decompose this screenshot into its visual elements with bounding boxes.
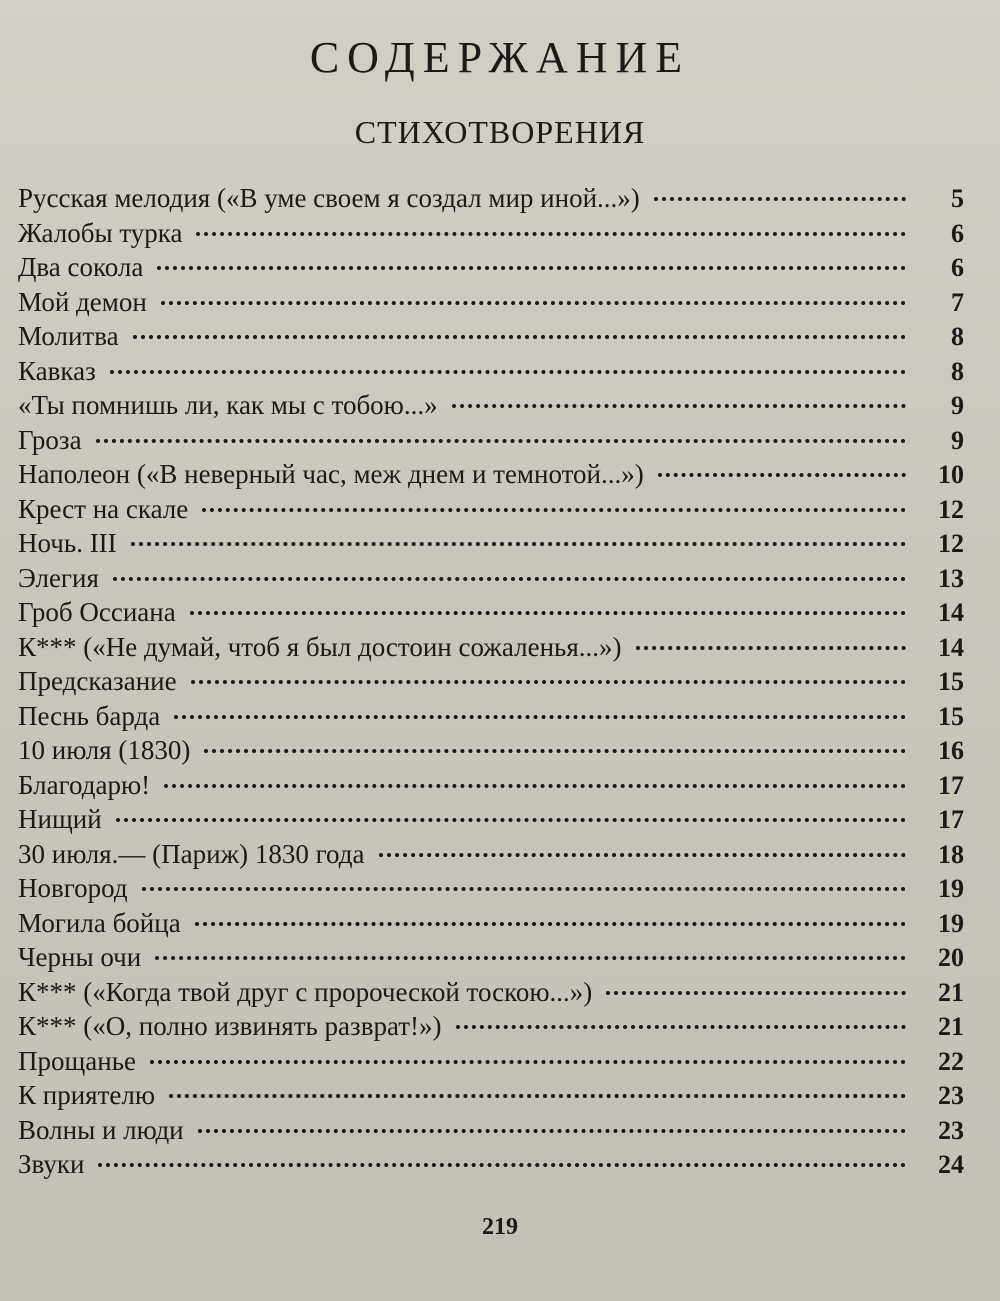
toc-entry-title: Песнь барда [18,700,161,731]
dot-leader [202,508,906,512]
toc-entry-page: 24 [938,1150,964,1179]
dot-leader [606,991,906,995]
toc-entry [0,356,1000,391]
toc-entry-page: 8 [951,322,964,351]
toc-entry-title: Молитва [18,321,119,351]
toc-entry-title: К приятелю [18,1080,156,1110]
toc-entry [0,942,1000,977]
dot-leader [164,784,906,788]
dot-leader [113,577,906,581]
toc-entry-page: 6 [951,253,964,282]
toc-entry [0,839,1000,874]
toc-entry [0,252,1000,287]
toc-entry-page: 23 [938,1081,964,1110]
dot-leader [110,370,906,374]
toc-entry-page: 21 [938,1012,964,1041]
toc-entry-page: 23 [938,1115,964,1145]
toc-entry-title: Могила бойца [18,907,181,938]
toc-entry-title: Прощанье [18,1045,137,1076]
dot-leader [196,232,906,236]
toc-entry-title: Благодарю! [18,769,151,800]
toc-entry [0,701,1000,736]
toc-entry [0,425,1000,460]
toc-entry-page: 20 [938,943,964,972]
dot-leader [133,335,906,339]
toc-entry-title: Два сокола [18,252,144,282]
table-of-contents [0,183,1000,1184]
toc-entry [0,390,1000,425]
dot-leader [456,1025,906,1029]
toc-entry-page: 12 [938,529,964,558]
dot-leader [195,922,906,926]
dot-leader [96,439,906,443]
toc-entry-title: Жалобы турка [18,217,183,248]
toc-entry-title: Ночь. III [18,528,117,558]
toc-entry [0,528,1000,563]
toc-entry-page: 9 [951,425,964,455]
dot-leader [174,715,906,719]
toc-entry [0,735,1000,770]
page-number: 219 [482,1214,518,1240]
dot-leader [654,197,906,201]
toc-entry [0,1046,1000,1081]
toc-entry-title: К*** («О, полно извинять разврат!») [18,1011,442,1041]
dot-leader [379,853,906,857]
toc-entry [0,666,1000,701]
dot-leader [191,680,906,684]
dot-leader [169,1094,906,1098]
toc-entry-page: 14 [938,598,964,627]
toc-entry [0,1115,1000,1150]
toc-entry-page: 9 [951,391,964,420]
dot-leader [116,818,906,822]
dot-leader [150,1060,906,1064]
toc-entry [0,563,1000,598]
dot-leader [157,266,906,270]
toc-entry-page: 19 [938,908,964,938]
toc-entry-page: 14 [938,632,964,662]
toc-entry [0,1011,1000,1046]
toc-entry [0,632,1000,667]
toc-entry [0,1149,1000,1184]
dot-leader [161,301,906,305]
toc-entry-title: Мой демон [18,286,147,317]
toc-entry [0,1080,1000,1115]
toc-entry-page: 16 [938,736,964,765]
toc-entry-page: 5 [951,184,964,213]
toc-entry-title: Черны очи [18,942,142,972]
toc-entry-page: 17 [938,770,964,800]
toc-entry-title: Элегия [18,562,99,593]
toc-entry-page: 12 [938,494,964,524]
toc-entry-page: 13 [938,563,964,593]
dot-leader [452,404,906,408]
toc-entry-page: 22 [938,1046,964,1076]
toc-entry [0,597,1000,632]
toc-entry-title: К*** («Когда твой друг с пророческой тоскою...») [18,976,593,1007]
dot-leader [204,749,906,753]
toc-entry-title: Предсказание [18,666,177,696]
dot-leader [198,1129,906,1133]
toc-entry-title: Крест на скале [18,493,189,524]
toc-entry-title: 30 июля.— (Париж) 1830 года [18,838,365,869]
toc-entry-title: Нищий [18,804,102,834]
toc-entry [0,287,1000,322]
toc-entry-page: 21 [938,977,964,1007]
toc-entry [0,321,1000,356]
dot-leader [658,473,906,477]
dot-leader [142,887,906,891]
toc-entry-title: Кавказ [18,355,96,386]
toc-entry-page: 6 [951,218,964,248]
section-title: СТИХОТВОРЕНИЯ [354,114,646,150]
toc-entry [0,977,1000,1012]
toc-entry [0,183,1000,218]
dot-leader [98,1163,906,1167]
toc-entry [0,873,1000,908]
toc-entry-title: Гроза [18,424,82,455]
toc-entry-title: Гроб Оссиана [18,597,176,627]
toc-entry-page: 19 [938,874,964,903]
dot-leader [131,542,906,546]
dot-leader [190,611,906,615]
toc-entry-title: Звуки [18,1149,85,1179]
toc-entry-page: 15 [938,667,964,696]
toc-entry [0,494,1000,529]
page-title: СОДЕРЖАНИЕ [309,33,691,82]
dot-leader [636,646,906,650]
dot-leader [155,956,906,960]
toc-entry-title: «Ты помнишь ли, как мы с тобою...» [18,390,438,420]
toc-entry [0,218,1000,253]
toc-entry [0,459,1000,494]
toc-entry-page: 15 [938,701,964,731]
toc-entry-title: К*** («Не думай, чтоб я был достоин сожаленья...») [18,631,622,662]
toc-entry-page: 10 [938,460,964,489]
toc-entry-page: 7 [951,287,964,317]
toc-entry-page: 18 [938,839,964,869]
toc-entry-title: Наполеон («В неверный час, меж днем и темнотой...») [18,459,644,489]
toc-entry-title: Новгород [18,873,128,903]
toc-entry [0,804,1000,839]
toc-entry-title: 10 июля (1830) [18,735,191,765]
toc-entry-title: Русская мелодия («В уме своем я создал мир иной...») [18,183,640,213]
toc-entry-page: 8 [951,356,964,386]
toc-entry-title: Волны и люди [18,1114,184,1145]
toc-entry [0,770,1000,805]
toc-entry [0,908,1000,943]
toc-entry-page: 17 [938,805,964,834]
